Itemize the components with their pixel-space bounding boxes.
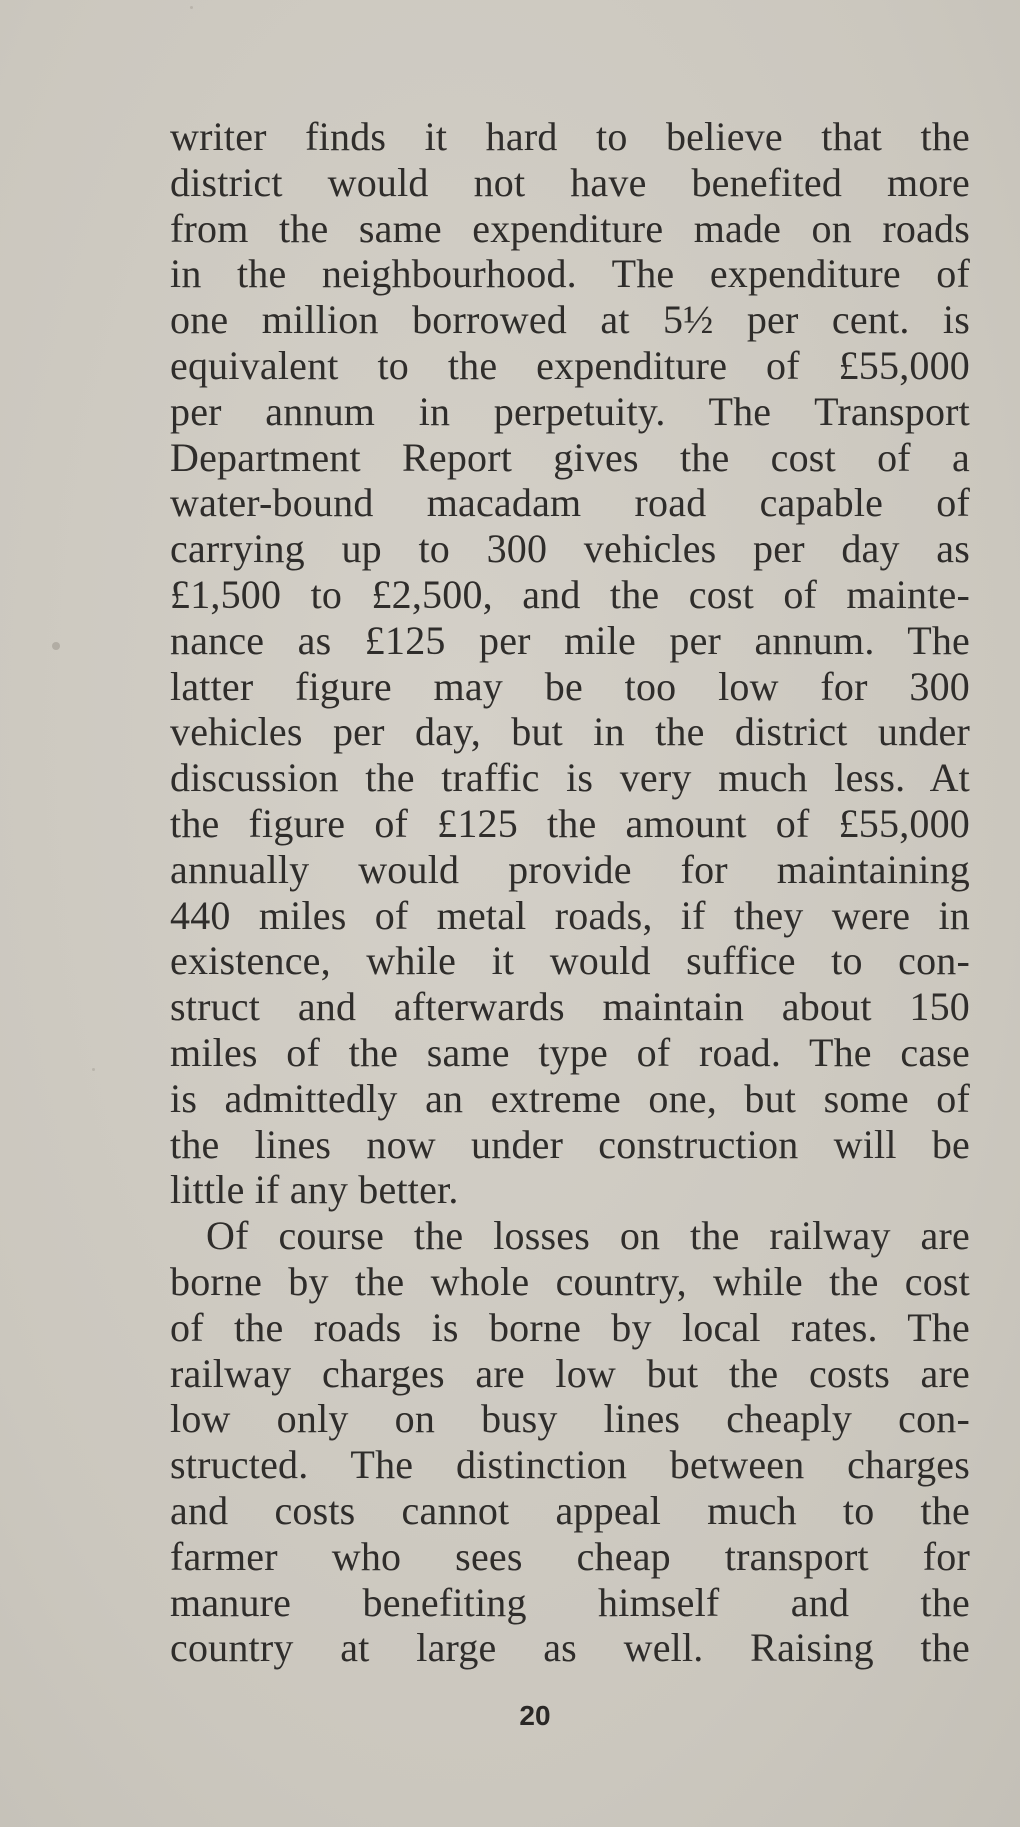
text-line: railway charges are low but the costs are (170, 1350, 970, 1396)
text-line: miles of the same type of road. The case (170, 1029, 970, 1075)
text-line: per annum in perpetuity. The Transport (170, 388, 970, 434)
page-number: 20 (519, 1700, 551, 1731)
text-line: discussion the traffic is very much less. At (170, 755, 970, 801)
text-line: water-bound macadam road capable of (170, 480, 970, 526)
text-line: one million borrowed at 5½ per cent. is (170, 297, 970, 343)
paragraph-1 (170, 114, 970, 1213)
text-line: writer finds it hard to believe that the (170, 114, 970, 159)
paper-speck (190, 6, 193, 9)
text-line: district would not have benefited more (170, 159, 970, 205)
body-text (170, 114, 970, 1671)
text-line: in the neighbourhood. The expenditure of (170, 251, 970, 297)
text-line: 440 miles of metal roads, if they were in (170, 892, 970, 938)
text-line: vehicles per day, but in the district under (170, 709, 970, 755)
paper-speck (52, 642, 60, 650)
text-line: the figure of £125 the amount of £55,000 (170, 800, 970, 846)
text-line: £1,500 to £2,500, and the cost of mainte- (170, 571, 970, 617)
text-line: Department Report gives the cost of a (170, 434, 970, 480)
paper-speck (92, 1068, 95, 1071)
text-line: carrying up to 300 vehicles per day as (170, 526, 970, 572)
text-line: manure benefiting himself and the (170, 1579, 970, 1625)
text-line: equivalent to the expenditure of £55,000 (170, 342, 970, 388)
text-line: annually would provide for maintaining (170, 846, 970, 892)
text-line: structed. The distinction between charges (170, 1442, 970, 1488)
text-line: from the same expenditure made on roads (170, 205, 970, 251)
text-line: little if any better. (170, 1167, 459, 1213)
text-line: of the roads is borne by local rates. The (170, 1304, 970, 1350)
text-line: low only on busy lines cheaply con- (170, 1396, 970, 1442)
text-line: country at large as well. Raising the (170, 1625, 970, 1671)
text-line: existence, while it would suffice to con- (170, 938, 970, 984)
text-line: Of course the losses on the railway are (206, 1213, 970, 1259)
text-line: and costs cannot appeal much to the (170, 1487, 970, 1533)
text-line: borne by the whole country, while the cost (170, 1258, 970, 1304)
text-line: latter figure may be too low for 300 (170, 663, 970, 709)
text-line: farmer who sees cheap transport for (170, 1533, 970, 1579)
text-line: is admittedly an extreme one, but some of (170, 1075, 970, 1121)
paragraph-2 (170, 1213, 970, 1671)
text-line: the lines now under construction will be (170, 1121, 970, 1167)
text-line: nance as £125 per mile per annum. The (170, 617, 970, 663)
text-line: struct and afterwards maintain about 150 (170, 984, 970, 1030)
